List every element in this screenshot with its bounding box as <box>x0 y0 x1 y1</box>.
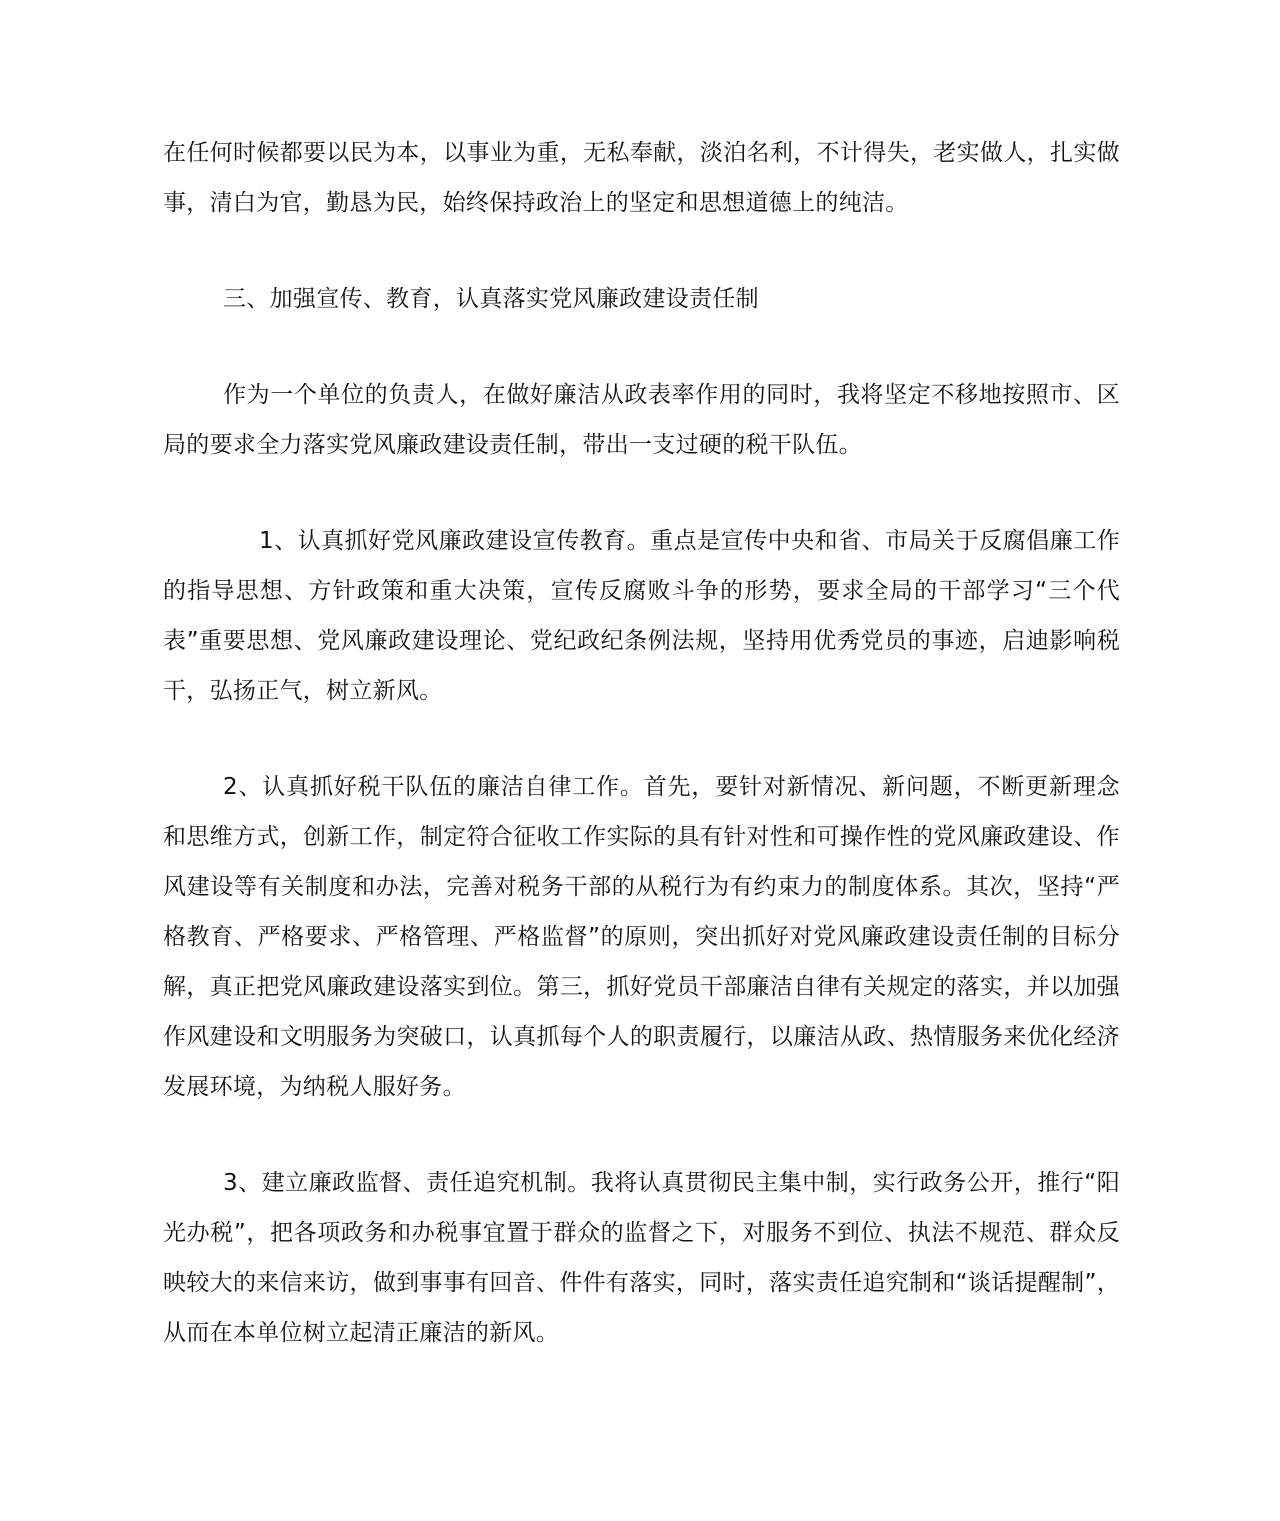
paragraph-item-1: 1、认真抓好党风廉政建设宣传教育。重点是宣传中央和省、市局关于反腐倡廉工作的指导思想、方针政策和重大决策，宣传反腐败斗争的形势，要求全局的干部学习“三个代表”重要思想、党风廉政建设理论、党纪政纪条例法规，坚持用优秀党员的事迹，启迪影响税干，弘扬正气，树立新风。 <box>163 528 1120 704</box>
paragraph-item-2: 2、认真抓好税干队伍的廉洁自律工作。首先，要针对新情况、新问题，不断更新理念和思维方式，创新工作，制定符合征收工作实际的具有针对性和可操作性的党风廉政建设、作风建设等有关制度和办法，完善对税务干部的从税行为有约束力的制度体系。其次，坚持“严格教育、严格要求、严格管理、严格监督”的原则，突出抓好对党风廉政建设责任制的目标分解，真正把党风廉政建设落实到位。第三，抓好党员干部廉洁自律有关规定的落实，并以加强作风建设和文明服务为突破口，认真抓每个人的职责履行，以廉洁从政、热情服务来优化经济发展环境，为纳税人服好务。 <box>163 774 1120 1100</box>
document-body <box>163 128 1120 1358</box>
paragraph-continuation: 在任何时候都要以民为本，以事业为重，无私奉献，淡泊名利，不计得失，老实做人，扎实做事，清白为官，勤恳为民，始终保持政治上的坚定和思想道德上的纯洁。 <box>163 140 1120 216</box>
section-heading-three: 三、加强宣传、教育，认真落实党风廉政建设责任制 <box>223 286 759 312</box>
paragraph-item-3: 3、建立廉政监督、责任追究机制。我将认真贯彻民主集中制，实行政务公开，推行“阳光办税”，把各项政务和办税事宜置于群众的监督之下，对服务不到位、执法不规范、群众反映较大的来信来访，做到事事有回音、件件有落实，同时，落实责任追究制和“谈话提醒制”，从而在本单位树立起清正廉洁的新风。 <box>163 1170 1120 1346</box>
paragraph-intro: 作为一个单位的负责人，在做好廉洁从政表率作用的同时，我将坚定不移地按照市、区局的要求全力落实党风廉政建设责任制，带出一支过硬的税干队伍。 <box>163 382 1120 458</box>
